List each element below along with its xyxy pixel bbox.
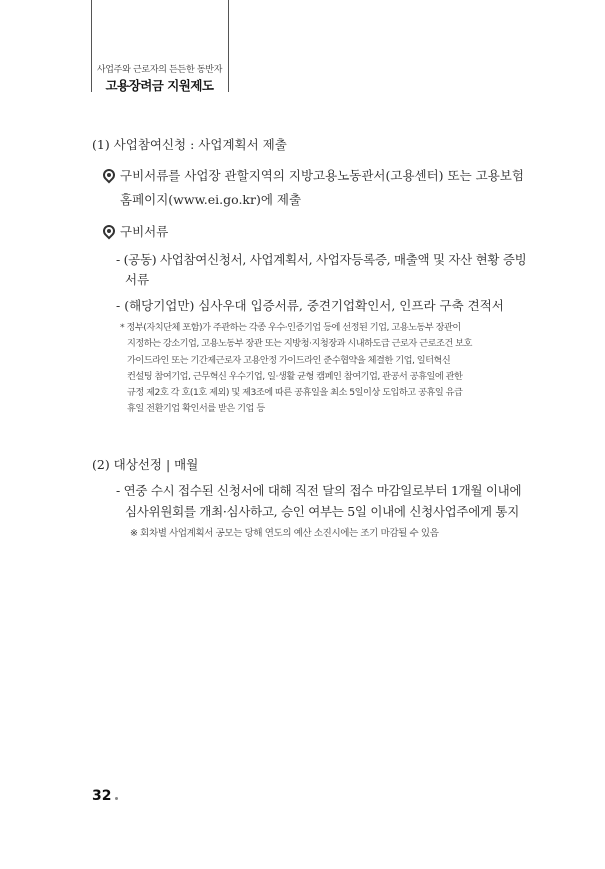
location-pin-icon bbox=[103, 225, 114, 238]
footnote-line: 지정하는 강소기업, 고용노동부 장관 또는 지방청·지청장과 시내하도급 근로자 근로조건 보호 bbox=[127, 338, 472, 350]
section1-heading: (1) 사업참여신청 : 사업계획서 제출 bbox=[92, 137, 287, 152]
location-pin-icon bbox=[103, 169, 114, 182]
section2-heading: (2) 대상선정 | 매월 bbox=[92, 457, 199, 472]
preference-footnote bbox=[120, 320, 520, 418]
section1-bullet2 bbox=[103, 222, 168, 240]
bullet1-line2: 홈페이지(www.ei.go.kr)에 제출 bbox=[120, 192, 302, 207]
footnote-line: 컨설팅 참여기업, 근무혁신 우수기업, 일·생활 균형 캠페인 참여기업, 관공서 공휴일에 관한 bbox=[127, 370, 463, 382]
bullet1-line1: 구비서류를 사업장 관할지역의 지방고용노동관서(고용센터) 또는 고용보험 bbox=[120, 168, 524, 183]
early-closing-note: ※ 회차별 사업계획서 공모는 당해 연도의 예산 소진시에는 조기 마감될 수 있음 bbox=[130, 528, 439, 539]
page-number-dot bbox=[115, 797, 118, 800]
bullet2-label: 구비서류 bbox=[120, 224, 169, 239]
documents-conditional: - (해당기업만) 심사우대 입증서류, 중견기업확인서, 인프라 구축 견적서 bbox=[116, 298, 504, 313]
header-subtitle: 사업주와 근로자의 든든한 동반자 bbox=[96, 65, 223, 75]
footnote-line: 휴일 전환기업 확인서를 받은 기업 등 bbox=[127, 403, 265, 415]
selection-line2: 심사위원회를 개최·심사하고, 승인 여부는 5일 이내에 신청사업주에게 통지 bbox=[125, 504, 519, 519]
footnote-line: 가이드라인 또는 기간제근로자 고용안정 가이드라인 준수협약을 체결한 기업, 일터혁신 bbox=[127, 354, 451, 366]
page-number: 32 bbox=[92, 788, 112, 804]
header-right-rule bbox=[228, 0, 229, 92]
header-title: 고용장려금 지원제도 bbox=[105, 78, 214, 93]
footnote-line: * 정부(자치단체 포함)가 주관하는 각종 우수·인증기업 등에 선정된 기업, 고용노동부 장관이 bbox=[120, 322, 461, 333]
documents-common-line1: - (공동) 사업참여신청서, 사업계획서, 사업자등록증, 매출액 및 자산 현황 증빙 bbox=[116, 252, 527, 267]
footnote-line: 규정 제2호 각 호(1호 제외) 및 제3조에 따른 공휴일을 최소 5일이상 도입하고 공휴일 유급 bbox=[127, 387, 463, 399]
documents-common-line2: 서류 bbox=[125, 272, 150, 287]
selection-line1: - 연중 수시 접수된 신청서에 대해 직전 달의 접수 마감일로부터 1개월 이내에 bbox=[116, 483, 522, 498]
section1-bullet1 bbox=[103, 166, 524, 184]
